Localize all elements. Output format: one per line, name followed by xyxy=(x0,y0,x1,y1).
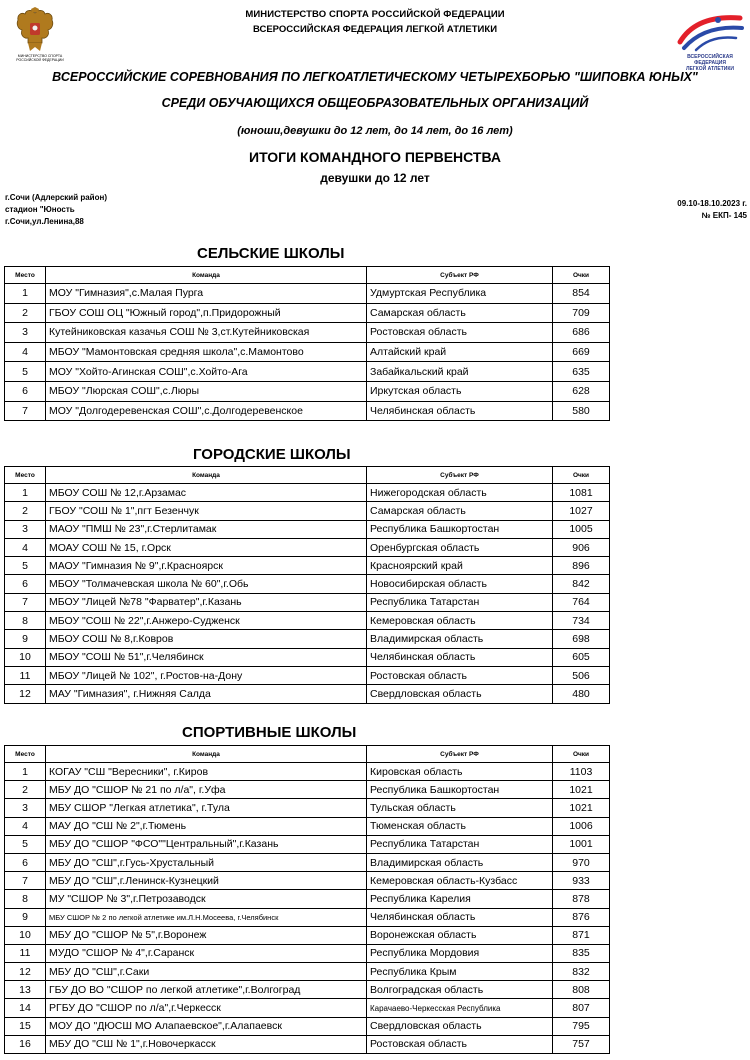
team-cell: МБОУ "Толмачевская школа № 60",г.Обь xyxy=(46,575,367,593)
region-cell: Карачаево-Черкесская Республика xyxy=(367,999,553,1017)
rural-schools-title: СЕЛЬСКИЕ ШКОЛЫ xyxy=(197,245,345,262)
event-ekp-number: № ЕКП- 145 xyxy=(701,211,747,220)
table-row xyxy=(5,817,610,835)
pts-cell: 1001 xyxy=(553,835,610,853)
team-cell: МБОУ "Лицей №78 "Фарватер",г.Казань xyxy=(46,593,367,611)
region-cell: Кировская область xyxy=(367,763,553,781)
table-row xyxy=(5,342,610,362)
ministry-heading: МИНИСТЕРСТВО СПОРТА РОССИЙСКОЙ ФЕДЕРАЦИИ xyxy=(245,9,505,20)
table-row xyxy=(5,538,610,556)
region-cell: Тульская область xyxy=(367,799,553,817)
table-header-row xyxy=(5,467,610,484)
place-cell: 4 xyxy=(5,342,46,362)
region-cell: Алтайский край xyxy=(367,342,553,362)
team-cell: МБУ ДО "СШ",г.Саки xyxy=(46,963,367,981)
column-header-place: Место xyxy=(5,267,46,284)
place-cell: 9 xyxy=(5,630,46,648)
table-row xyxy=(5,381,610,401)
column-header-region: Субъект РФ xyxy=(367,746,553,763)
place-cell: 7 xyxy=(5,401,46,421)
team-cell: МБОУ "Люрская СОШ",с.Люры xyxy=(46,381,367,401)
column-header-team: Команда xyxy=(46,467,367,484)
team-cell: МОАУ СОШ № 15, г.Орск xyxy=(46,538,367,556)
table-row xyxy=(5,502,610,520)
table-row xyxy=(5,944,610,962)
table-row xyxy=(5,557,610,575)
table-row xyxy=(5,323,610,343)
table-row xyxy=(5,926,610,944)
federation-logo-caption-line1: ВСЕРОССИЙСКАЯ ФЕДЕРАЦИЯ xyxy=(687,54,733,66)
pts-cell: 832 xyxy=(553,963,610,981)
category-title: девушки до 12 лет xyxy=(320,171,430,185)
region-cell: Ростовская область xyxy=(367,323,553,343)
pts-cell: 764 xyxy=(553,593,610,611)
team-cell: МАУ "Гимназия", г.Нижняя Салда xyxy=(46,685,367,703)
place-cell: 4 xyxy=(5,817,46,835)
team-cell: МБОУ "СОШ № 22",г.Анжеро-Судженск xyxy=(46,612,367,630)
team-cell: МБУ ДО "СШ",г.Гусь-Хрустальный xyxy=(46,853,367,871)
federation-heading: ВСЕРОССИЙСКАЯ ФЕДЕРАЦИЯ ЛЕГКОЙ АТЛЕТИКИ xyxy=(252,24,498,35)
place-cell: 2 xyxy=(5,781,46,799)
team-cell: МБОУ "СОШ № 51",г.Челябинск xyxy=(46,648,367,666)
table-row xyxy=(5,799,610,817)
pts-cell: 878 xyxy=(553,890,610,908)
team-cell: МБУ ДО "СШОР № 21 по л/а", г.Уфа xyxy=(46,781,367,799)
column-header-place: Место xyxy=(5,467,46,484)
column-header-team: Команда xyxy=(46,267,367,284)
column-header-points: Очки xyxy=(553,267,610,284)
team-cell: МБУ ДО "СШОР "ФСО""Центральный",г.Казань xyxy=(46,835,367,853)
region-cell: Воронежская область xyxy=(367,926,553,944)
region-cell: Новосибирская область xyxy=(367,575,553,593)
competition-title: ВСЕРОССИЙСКИЕ СОРЕВНОВАНИЯ ПО ЛЕГКОАТЛЕТИЧЕСКОМУ ЧЕТЫРЕХБОРЬЮ "ШИПОВКА ЮНЫХ" xyxy=(52,70,698,84)
pts-cell: 871 xyxy=(553,926,610,944)
table-row xyxy=(5,484,610,502)
age-groups: (юноши,девушки до 12 лет, до 14 лет, до 16 лет) xyxy=(237,125,513,137)
table-row xyxy=(5,781,610,799)
region-cell: Тюменская область xyxy=(367,817,553,835)
region-cell: Забайкальский край xyxy=(367,362,553,382)
pts-cell: 709 xyxy=(553,303,610,323)
place-cell: 13 xyxy=(5,981,46,999)
region-cell: Челябинская область xyxy=(367,648,553,666)
column-header-place: Место xyxy=(5,746,46,763)
place-cell: 15 xyxy=(5,1017,46,1035)
team-cell: МБУ СШОР "Легкая атлетика", г.Тула xyxy=(46,799,367,817)
place-cell: 10 xyxy=(5,648,46,666)
pts-cell: 605 xyxy=(553,648,610,666)
team-cell: МУ "СШОР № 3",г.Петрозаводск xyxy=(46,890,367,908)
table-row xyxy=(5,981,610,999)
place-cell: 5 xyxy=(5,557,46,575)
table-row xyxy=(5,999,610,1017)
federation-logo xyxy=(674,12,746,72)
region-cell: Республика Татарстан xyxy=(367,835,553,853)
place-cell: 8 xyxy=(5,612,46,630)
table-row xyxy=(5,872,610,890)
event-dates: 09.10-18.10.2023 г. xyxy=(677,199,747,208)
region-cell: Челябинская область xyxy=(367,908,553,926)
region-cell: Республика Татарстан xyxy=(367,593,553,611)
region-cell: Ростовская область xyxy=(367,1035,553,1053)
place-cell: 1 xyxy=(5,763,46,781)
team-cell: МАОУ "Гимназия № 9",г.Красноярск xyxy=(46,557,367,575)
place-cell: 6 xyxy=(5,575,46,593)
place-cell: 2 xyxy=(5,303,46,323)
table-row xyxy=(5,630,610,648)
pts-cell: 480 xyxy=(553,685,610,703)
table-row xyxy=(5,575,610,593)
team-cell: КОГАУ "СШ "Вересники", г.Киров xyxy=(46,763,367,781)
region-cell: Оренбургская область xyxy=(367,538,553,556)
table-row xyxy=(5,890,610,908)
region-cell: Нижегородская область xyxy=(367,484,553,502)
venue-stadium: стадион "Юность xyxy=(5,205,75,214)
table-row xyxy=(5,648,610,666)
team-cell: ГБОУ СОШ ОЦ "Южный город",п.Придорожный xyxy=(46,303,367,323)
place-cell: 12 xyxy=(5,685,46,703)
place-cell: 3 xyxy=(5,323,46,343)
team-cell: МБУ ДО "СШОР № 5",г.Воронеж xyxy=(46,926,367,944)
competition-subtitle: СРЕДИ ОБУЧАЮЩИХСЯ ОБЩЕОБРАЗОВАТЕЛЬНЫХ ОРГАНИЗАЦИЙ xyxy=(161,96,589,110)
column-header-region: Субъект РФ xyxy=(367,467,553,484)
region-cell: Кемеровская область-Кузбасс xyxy=(367,872,553,890)
place-cell: 11 xyxy=(5,944,46,962)
team-cell: МАОУ "ПМШ № 23",г.Стерлитамак xyxy=(46,520,367,538)
region-cell: Владимирская область xyxy=(367,853,553,871)
place-cell: 14 xyxy=(5,999,46,1017)
region-cell: Иркутская область xyxy=(367,381,553,401)
pts-cell: 896 xyxy=(553,557,610,575)
place-cell: 5 xyxy=(5,835,46,853)
place-cell: 4 xyxy=(5,538,46,556)
column-header-region: Субъект РФ xyxy=(367,267,553,284)
results-title: ИТОГИ КОМАНДНОГО ПЕРВЕНСТВА xyxy=(249,149,501,165)
region-cell: Челябинская область xyxy=(367,401,553,421)
team-cell: ГБОУ "СОШ № 1",пгт Безенчук xyxy=(46,502,367,520)
table-row xyxy=(5,401,610,421)
venue-city: г.Сочи (Адлерский район) xyxy=(5,193,107,202)
region-cell: Самарская область xyxy=(367,502,553,520)
table-row xyxy=(5,1017,610,1035)
table-row xyxy=(5,908,610,926)
place-cell: 11 xyxy=(5,666,46,684)
pts-cell: 842 xyxy=(553,575,610,593)
place-cell: 12 xyxy=(5,963,46,981)
table-row xyxy=(5,666,610,684)
table-row xyxy=(5,1035,610,1053)
pts-cell: 933 xyxy=(553,872,610,890)
team-cell: МОУ "Гимназия",с.Малая Пурга xyxy=(46,284,367,304)
pts-cell: 835 xyxy=(553,944,610,962)
pts-cell: 686 xyxy=(553,323,610,343)
team-cell: МОУ "Долгодеревенская СОШ",с.Долгодеревенское xyxy=(46,401,367,421)
region-cell: Республика Башкортостан xyxy=(367,520,553,538)
region-cell: Владимирская область xyxy=(367,630,553,648)
table-row xyxy=(5,362,610,382)
place-cell: 3 xyxy=(5,520,46,538)
team-cell: МБОУ СОШ № 8,г.Ковров xyxy=(46,630,367,648)
place-cell: 7 xyxy=(5,872,46,890)
city-schools-table xyxy=(4,466,610,704)
place-cell: 7 xyxy=(5,593,46,611)
region-cell: Самарская область xyxy=(367,303,553,323)
sport-schools-title: СПОРТИВНЫЕ ШКОЛЫ xyxy=(182,724,357,741)
team-cell: Кутейниковская казачья СОШ № 3,ст.Кутейниковская xyxy=(46,323,367,343)
region-cell: Волгоградская область xyxy=(367,981,553,999)
event-info xyxy=(677,198,747,222)
place-cell: 3 xyxy=(5,799,46,817)
pts-cell: 807 xyxy=(553,999,610,1017)
team-cell: МАУ ДО "СШ № 2",г.Тюмень xyxy=(46,817,367,835)
table-row xyxy=(5,612,610,630)
team-cell: МОУ "Хойто-Агинская СОШ",с.Хойто-Ага xyxy=(46,362,367,382)
sport-schools-table xyxy=(4,745,610,1054)
region-cell: Республика Башкортостан xyxy=(367,781,553,799)
region-cell: Республика Мордовия xyxy=(367,944,553,962)
team-cell: МОУ ДО "ДЮСШ МО Алапаевское",г.Алапаевск xyxy=(46,1017,367,1035)
region-cell: Свердловская область xyxy=(367,685,553,703)
pts-cell: 757 xyxy=(553,1035,610,1053)
pts-cell: 854 xyxy=(553,284,610,304)
region-cell: Свердловская область xyxy=(367,1017,553,1035)
pts-cell: 669 xyxy=(553,342,610,362)
team-cell: МБУ ДО "СШ № 1",г.Новочеркасск xyxy=(46,1035,367,1053)
table-row xyxy=(5,963,610,981)
region-cell: Красноярский край xyxy=(367,557,553,575)
pts-cell: 808 xyxy=(553,981,610,999)
pts-cell: 506 xyxy=(553,666,610,684)
place-cell: 9 xyxy=(5,908,46,926)
table-header-row xyxy=(5,267,610,284)
region-cell: Ростовская область xyxy=(367,666,553,684)
pts-cell: 1021 xyxy=(553,781,610,799)
table-row xyxy=(5,520,610,538)
pts-cell: 635 xyxy=(553,362,610,382)
pts-cell: 1005 xyxy=(553,520,610,538)
team-cell: МБОУ СОШ № 12,г.Арзамас xyxy=(46,484,367,502)
table-row xyxy=(5,835,610,853)
pts-cell: 795 xyxy=(553,1017,610,1035)
athletics-federation-logo-icon xyxy=(674,12,746,54)
rural-schools-table xyxy=(4,266,610,421)
pts-cell: 1103 xyxy=(553,763,610,781)
team-cell: РГБУ ДО "СШОР по л/а",г.Черкесск xyxy=(46,999,367,1017)
region-cell: Удмуртская Республика xyxy=(367,284,553,304)
pts-cell: 1081 xyxy=(553,484,610,502)
team-cell: МБОУ "Лицей № 102", г.Ростов-на-Дону xyxy=(46,666,367,684)
pts-cell: 580 xyxy=(553,401,610,421)
place-cell: 2 xyxy=(5,502,46,520)
table-row xyxy=(5,284,610,304)
pts-cell: 970 xyxy=(553,853,610,871)
table-row xyxy=(5,303,610,323)
pts-cell: 1027 xyxy=(553,502,610,520)
place-cell: 5 xyxy=(5,362,46,382)
place-cell: 6 xyxy=(5,381,46,401)
city-schools-title: ГОРОДСКИЕ ШКОЛЫ xyxy=(193,446,351,463)
ministry-emblem-caption: МИНИСТЕРСТВО СПОРТА РОССИЙСКОЙ ФЕДЕРАЦИИ xyxy=(16,54,64,62)
column-header-points: Очки xyxy=(553,746,610,763)
pts-cell: 734 xyxy=(553,612,610,630)
pts-cell: 876 xyxy=(553,908,610,926)
region-cell: Республика Крым xyxy=(367,963,553,981)
team-cell: МБУ ДО "СШ",г.Ленинск-Кузнецкий xyxy=(46,872,367,890)
pts-cell: 906 xyxy=(553,538,610,556)
team-cell: ГБУ ДО ВО "СШОР по легкой атлетике",г.Волгоград xyxy=(46,981,367,999)
team-cell: МБУ СШОР № 2 по легкой атлетике им.Л.Н.Мосеева, г.Челябинск xyxy=(46,908,367,926)
pts-cell: 1021 xyxy=(553,799,610,817)
table-header-row xyxy=(5,746,610,763)
pts-cell: 628 xyxy=(553,381,610,401)
table-row xyxy=(5,685,610,703)
column-header-points: Очки xyxy=(553,467,610,484)
table-row xyxy=(5,763,610,781)
pts-cell: 698 xyxy=(553,630,610,648)
place-cell: 6 xyxy=(5,853,46,871)
region-cell: Республика Карелия xyxy=(367,890,553,908)
place-cell: 1 xyxy=(5,484,46,502)
place-cell: 8 xyxy=(5,890,46,908)
region-cell: Кемеровская область xyxy=(367,612,553,630)
place-cell: 10 xyxy=(5,926,46,944)
federation-logo-caption-line2: ЛЕГКОЙ АТЛЕТИКИ xyxy=(685,66,735,72)
venue-info xyxy=(5,192,107,228)
team-cell: МУДО "СШОР № 4",г.Саранск xyxy=(46,944,367,962)
place-cell: 1 xyxy=(5,284,46,304)
table-row xyxy=(5,853,610,871)
team-cell: МБОУ "Мамонтовская средняя школа",с.Мамонтово xyxy=(46,342,367,362)
venue-address: г.Сочи,ул.Ленина,88 xyxy=(5,217,84,226)
table-row xyxy=(5,593,610,611)
pts-cell: 1006 xyxy=(553,817,610,835)
column-header-team: Команда xyxy=(46,746,367,763)
place-cell: 16 xyxy=(5,1035,46,1053)
